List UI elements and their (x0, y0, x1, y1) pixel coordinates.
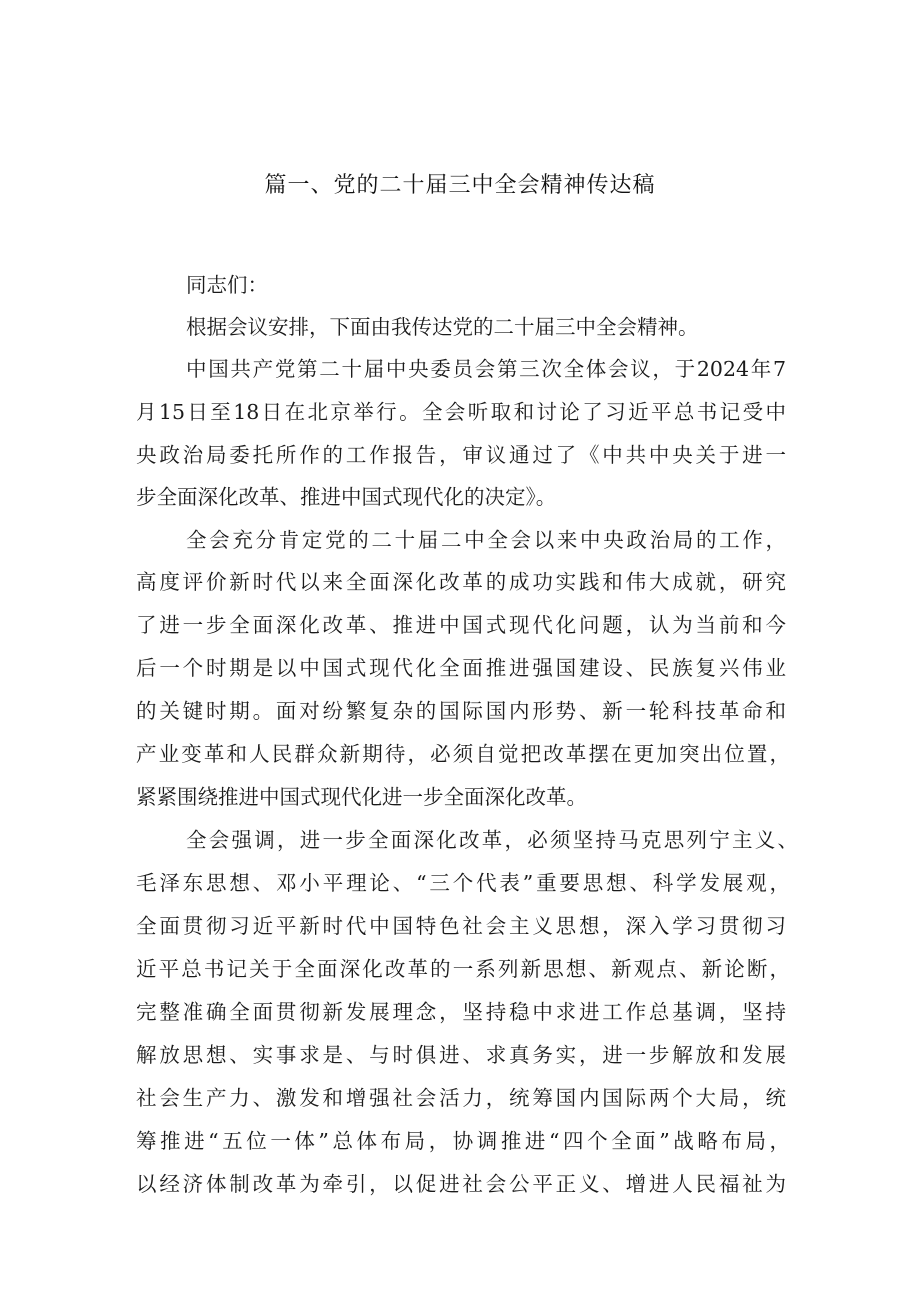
text-line: 央政治局委托所作的工作报告，审议通过了《中共中央关于进一 (136, 443, 786, 467)
text-line: 全会充分肯定党的二十届二中全会以来中央政治局的工作， (186, 528, 786, 552)
text-line: 后一个时期是以中国式现代化全面推进强国建设、民族复兴伟业 (136, 656, 786, 680)
text-line: 高度评价新时代以来全面深化改革的成功实践和伟大成就，研究 (136, 570, 786, 594)
text-line: 全面贯彻习近平新时代中国特色社会主义思想，深入学习贯彻习 (136, 914, 786, 938)
text-line: 完整准确全面贯彻新发展理念，坚持稳中求进工作总基调，坚持 (136, 1000, 786, 1024)
text-line: 产业变革和人民群众新期待，必须自觉把改革摆在更加突出位置， (136, 742, 790, 766)
document-title: 篇一、党的二十届三中全会精神传达稿 (264, 173, 656, 198)
text-line: 近平总书记关于全面深化改革的一系列新思想、新观点、新论断， (136, 957, 790, 981)
text-line: 月15日至18日在北京举行。全会听取和讨论了习近平总书记受中 (136, 400, 786, 424)
text-line: 社会生产力、激发和增强社会活力，统筹国内国际两个大局，统 (136, 1086, 786, 1110)
text-line: 全会强调，进一步全面深化改革，必须坚持马克思列宁主义、 (186, 828, 798, 852)
text-line: 毛泽东思想、邓小平理论、“三个代表”重要思想、科学发展观， (136, 871, 790, 895)
text-line: 中国共产党第二十届中央委员会第三次全体会议，于2024年7 (186, 357, 786, 381)
text-line: 筹推进“五位一体”总体布局，协调推进“四个全面”战略布局， (136, 1129, 790, 1153)
text-line: 解放思想、实事求是、与时俱进、求真务实，进一步解放和发展 (136, 1043, 786, 1067)
text-line: 步全面深化改革、推进中国式现代化的决定》。 (136, 485, 557, 509)
text-line: 以经济体制改革为牵引，以促进社会公平正义、增进人民福祉为 (136, 1172, 786, 1196)
text-line: 紧紧围绕推进中国式现代化进一步全面深化改革。 (136, 785, 587, 809)
text-line: 根据会议安排，下面由我传达党的二十届三中全会精神。 (186, 315, 699, 339)
text-line: 同志们： (186, 273, 268, 297)
text-line: 的关键时期。面对纷繁复杂的国际国内形势、新一轮科技革命和 (136, 699, 786, 723)
text-line: 了进一步全面深化改革、推进中国式现代化问题，认为当前和今 (136, 613, 786, 637)
